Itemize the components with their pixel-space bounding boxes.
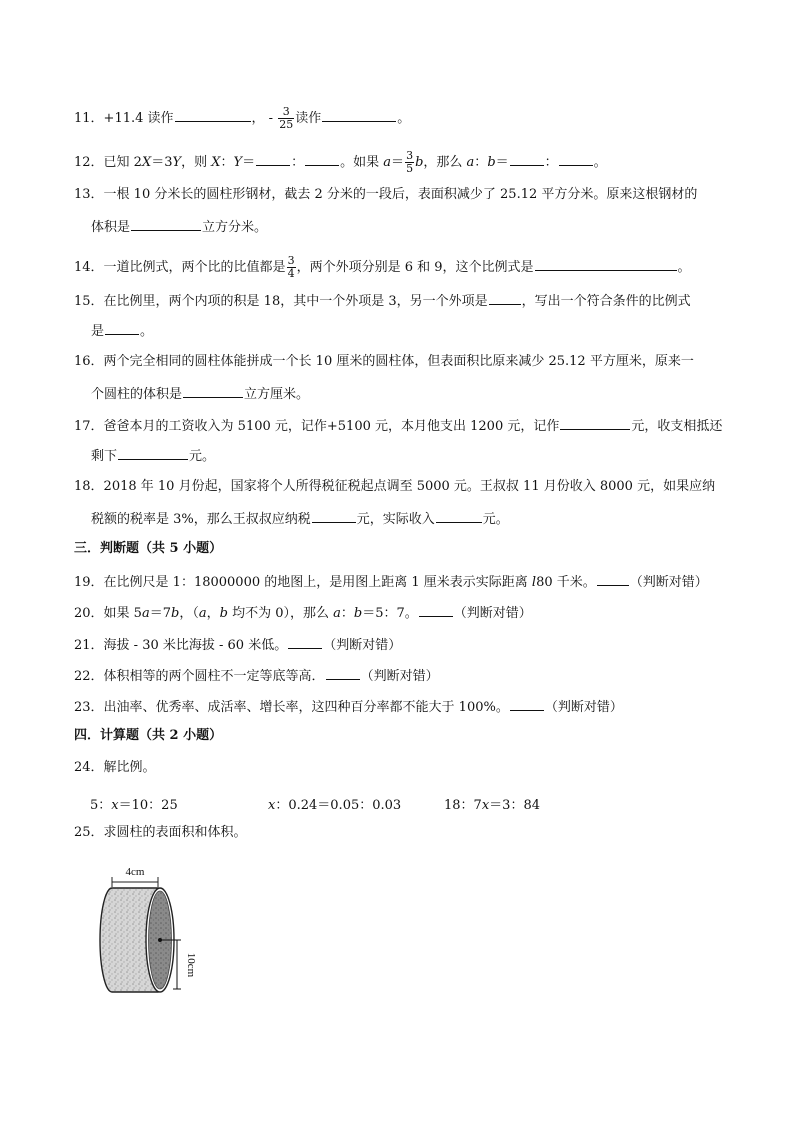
- question-17: 17．爸爸本月的工资收入为 5100 元，记作+5100 元，本月他支出 1200 元，记作 元，收支相抵还: [74, 415, 722, 436]
- question-16-cont: 个圆柱的体积是 立方厘米。: [91, 383, 309, 404]
- question-17-cont: 剩下 元。: [91, 445, 215, 466]
- section-heading-calculation: 四．计算题（共 2 小题）: [74, 728, 223, 743]
- answer-blank[interactable]: [305, 151, 339, 166]
- answer-blank[interactable]: [597, 571, 629, 586]
- width-label: 4cm: [125, 866, 145, 878]
- question-11: 11．+11.4 读作 ， - $\frac{3}{25}$ 读作 。: [74, 105, 411, 131]
- answer-blank[interactable]: [560, 415, 630, 430]
- question-18: 18．2018 年 10 月份起，国家将个人所得税征税起点调至 5000 元。王叔叔 11 月份收入 8000 元，如果应纳: [74, 479, 716, 494]
- question-23: 23．出油率、优秀率、成活率、增长率，这四种百分率都不能大于 100%。 （判断对错）: [74, 696, 623, 717]
- answer-blank[interactable]: [118, 445, 188, 460]
- proportion-equation-2: x：0.24＝0.05：0.03: [268, 798, 402, 813]
- answer-blank[interactable]: [419, 602, 453, 617]
- answer-blank[interactable]: [175, 107, 251, 122]
- answer-blank[interactable]: [312, 508, 356, 523]
- answer-blank[interactable]: [559, 151, 593, 166]
- answer-blank[interactable]: [535, 256, 677, 271]
- answer-blank[interactable]: [322, 107, 396, 122]
- answer-blank[interactable]: [183, 383, 243, 398]
- question-25: 25．求圆柱的表面积和体积。: [74, 825, 247, 840]
- fraction: $\frac{3}{4}$: [287, 254, 295, 280]
- question-14: 14．一道比例式，两个比的比值都是 $\frac{3}{4}$ ，两个外项分别是 6 和 9，这个比例式是 。: [74, 254, 691, 280]
- answer-blank[interactable]: [288, 634, 322, 649]
- question-24: 24．解比例。: [74, 760, 156, 775]
- question-12: 12．已知 2X＝3Y，则 X：Y＝ ： 。如果 a＝ $\frac{3}{5}$ b，那么 a：b＝ ： 。: [74, 149, 607, 175]
- cylinder-figure: [90, 857, 235, 1005]
- question-15: 15．在比例里，两个内项的积是 18，其中一个外项是 3，另一个外项是 ，写出一个符合条件的比例式: [74, 290, 691, 311]
- question-15-cont: 是 。: [91, 320, 153, 341]
- answer-blank[interactable]: [510, 151, 544, 166]
- fraction: $\frac{3}{25}$: [279, 105, 294, 131]
- answer-blank[interactable]: [489, 290, 521, 305]
- question-22: 22．体积相等的两个圆柱不一定等底等高． （判断对错）: [74, 665, 439, 686]
- answer-blank[interactable]: [326, 665, 360, 680]
- height-label: 10cm: [185, 952, 197, 978]
- answer-blank[interactable]: [256, 151, 290, 166]
- question-20: 20．如果 5a＝7b，（a，b 均不为 0），那么 a：b＝5：7。 （判断对错）: [74, 602, 532, 623]
- question-13-cont: 体积是 立方分米。: [91, 216, 267, 237]
- question-16: 16．两个完全相同的圆柱体能拼成一个长 10 厘米的圆柱体，但表面积比原来减少 25.12 平方厘米，原来一: [74, 354, 694, 369]
- answer-blank[interactable]: [105, 320, 139, 335]
- question-18-cont: 税额的税率是 3%，那么王叔叔应纳税 元，实际收入 元。: [91, 508, 509, 529]
- answer-blank[interactable]: [131, 216, 201, 231]
- section-heading-judgement: 三．判断题（共 5 小题）: [74, 541, 223, 556]
- question-number: 11．: [74, 111, 104, 126]
- fraction: $\frac{3}{5}$: [406, 149, 414, 175]
- question-13: 13．一根 10 分米长的圆柱形钢材，截去 2 分米的一段后，表面积减少了 25.12 平方分米。原来这根钢材的: [74, 187, 698, 202]
- proportion-equation-1: 5：x＝10：25: [90, 798, 178, 813]
- question-19: 19．在比例尺是 1：18000000 的地图上，是用图上距离 1 厘米表示实际距离 l80 千米。 （判断对错）: [74, 571, 708, 592]
- answer-blank[interactable]: [510, 696, 544, 711]
- proportion-equation-3: 18：7x＝3：84: [444, 798, 540, 813]
- answer-blank[interactable]: [436, 508, 482, 523]
- question-21: 21．海拔 - 30 米比海拔 - 60 米低。 （判断对错）: [74, 634, 401, 655]
